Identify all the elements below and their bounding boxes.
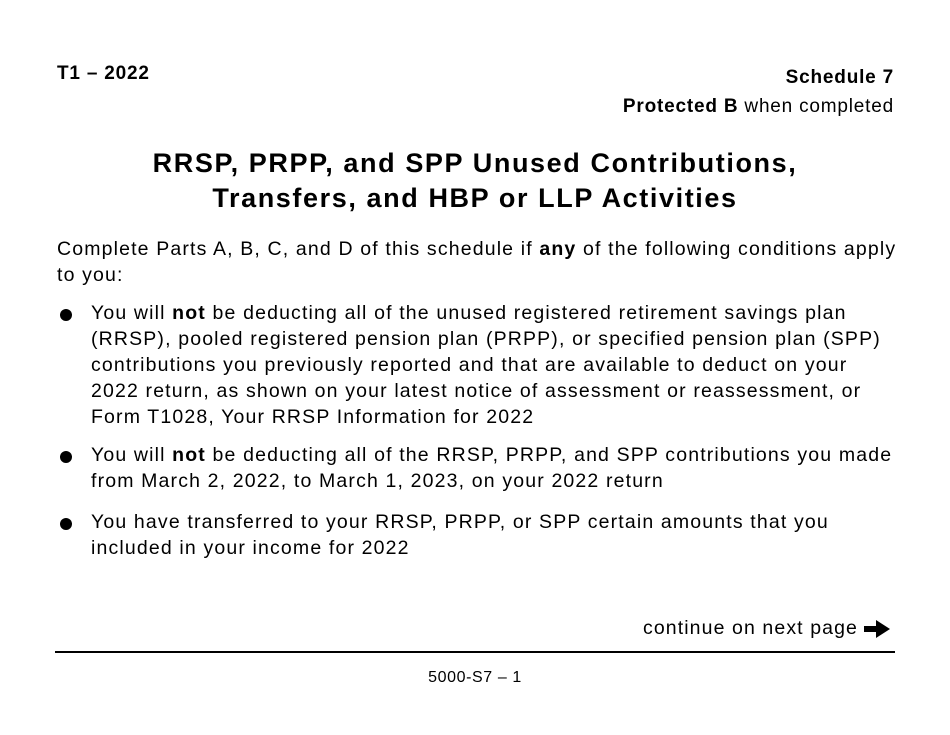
intro-paragraph [57,236,897,288]
continue-link[interactable] [643,617,892,640]
bullet-dot-icon [60,309,72,321]
protected-suffix: when completed [738,96,894,117]
bullet-text-end: be deducting all of the unused registered retirement savings plan (RRSP), pooled registered pension plan (PRPP), or specified pension plan (SPP) contributions you previously reported and that are available to deduct on your 2022 return, as shown on your latest notice of assessment or reassessment, or Form T1028, Your RRSP Information for 2022 [91,302,881,428]
continue-label: continue on next page [642,617,858,639]
list-item [57,509,897,561]
page-title [0,146,950,216]
title-line-1: RRSP, PRPP, and SPP Unused Contributions, [152,148,798,178]
bullet-emphasis: not [172,302,206,324]
title-line-2: Transfers, and HBP or LLP Activities [212,183,738,213]
form-year: T1 – 2022 [57,63,150,84]
header-right [623,63,894,121]
protected-label: Protected B [622,96,739,117]
bullet-text: You have transferred to your RRSP, PRPP, or SPP certain amounts that you included in your income for 2022 [91,511,829,559]
intro-emphasis: any [539,238,577,260]
intro-text-end: of the following conditions apply to you: [57,238,897,286]
arrow-right-icon [862,618,892,640]
bullet-emphasis: not [172,444,206,466]
list-item [57,300,897,430]
protected-notice [623,92,894,121]
bullet-text-start: You will [91,302,173,324]
bullet-text-end: be deducting all of the RRSP, PRPP, and SPP contributions you made from March 2, 2022, to March 1, 2023, on your 2022 return [91,444,893,492]
intro-text-start: Complete Parts A, B, C, and D of this schedule if [57,238,540,260]
list-item [57,442,897,494]
bullet-dot-icon [60,518,72,530]
bullet-text-start: You will [91,444,173,466]
conditions-list [57,300,897,561]
bullet-dot-icon [60,451,72,463]
divider-line [55,651,895,653]
page-number: 5000-S7 – 1 [428,669,522,686]
schedule-number: Schedule 7 [785,67,894,88]
